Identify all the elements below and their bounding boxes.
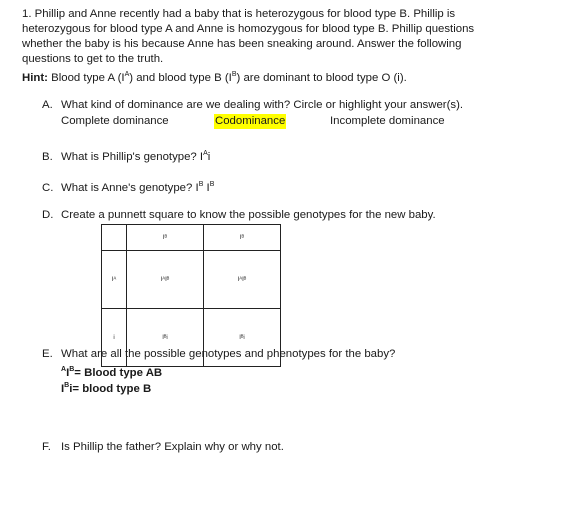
- question-a-text: What kind of dominance are we dealing with? Circle or highlight your answer(s).: [61, 99, 464, 111]
- choice-complete-dominance[interactable]: Complete dominance: [61, 115, 169, 127]
- answer-genotype-b: [61, 378, 151, 397]
- question-e-text: What are all the possible genotypes and phenotypes for the baby?: [61, 348, 396, 360]
- answer2-text: i= blood type B: [69, 382, 152, 395]
- question-b-sup: A: [203, 150, 208, 157]
- punnett-cell: IᴬIᴮ: [127, 251, 204, 309]
- question-c-mid: I: [203, 181, 210, 194]
- answer1-pre: A: [61, 366, 67, 373]
- answer1-i: I: [66, 366, 70, 379]
- question-c-text: What is Anne's genotype? I: [61, 181, 199, 194]
- punnett-col-header: Iᴮ: [127, 225, 204, 251]
- hint-text-b: ) and blood type B (I: [129, 71, 232, 84]
- question-a: [42, 98, 463, 113]
- question-a-letter: A.: [42, 99, 53, 111]
- punnett-row-header: Iᴬ: [102, 251, 127, 309]
- hint-sup-a: A: [124, 71, 130, 78]
- question-d-text: Create a punnett square to know the possible genotypes for the new baby.: [61, 209, 436, 221]
- question-c-letter: C.: [42, 181, 54, 194]
- question-c: [42, 177, 214, 196]
- choice-incomplete-dominance[interactable]: Incomplete dominance: [330, 115, 445, 127]
- question-f-text: Is Phillip the father? Explain why or why not.: [61, 441, 284, 453]
- question-d: [42, 208, 436, 223]
- question-b: [42, 146, 210, 165]
- answer1-text: = Blood type AB: [74, 366, 163, 379]
- question-b-letter: B.: [42, 150, 53, 163]
- intro-paragraph: [22, 7, 512, 86]
- answer2-i: I: [61, 382, 65, 395]
- hint-text-a: Blood type A (I: [47, 71, 125, 84]
- question-d-letter: D.: [42, 209, 54, 221]
- answer1-sup: B: [69, 366, 75, 373]
- hint-sup-b: B: [231, 71, 237, 78]
- answer2-sup: B: [64, 382, 70, 389]
- punnett-cell: Iᴮi: [204, 309, 281, 367]
- hint-line: [22, 67, 512, 86]
- question-f-letter: F.: [42, 441, 51, 453]
- punnett-cell: IᴬIᴮ: [204, 251, 281, 309]
- punnett-row-header: i: [102, 309, 127, 367]
- hint-label: Hint:: [22, 71, 48, 84]
- hint-text-end: ) are dominant to blood type O (i).: [236, 71, 407, 84]
- question-f: [42, 440, 284, 455]
- question-b-text: What is Phillip's genotype? I: [61, 150, 204, 163]
- intro-text: 1. Phillip and Anne recently had a baby that is heterozygous for blood type B. Phillip is heterozygous for blood type A and Anne is homozygous for blood type B. Phillip questions whether the baby is his because Anne has been sneaking around. Answer the following questions to get to the truth.: [22, 8, 475, 65]
- question-b-tail: i: [207, 150, 211, 163]
- question-e: [42, 347, 395, 362]
- punnett-square: [101, 224, 281, 367]
- punnett-corner: [102, 225, 127, 251]
- question-e-letter: E.: [42, 348, 53, 360]
- punnett-col-header: Iᴮ: [204, 225, 281, 251]
- choice-codominance[interactable]: Codominance: [215, 115, 286, 127]
- question-c-sup1: B: [198, 181, 204, 188]
- question-c-sup2: B: [209, 181, 215, 188]
- punnett-cell: Iᴮi: [127, 309, 204, 367]
